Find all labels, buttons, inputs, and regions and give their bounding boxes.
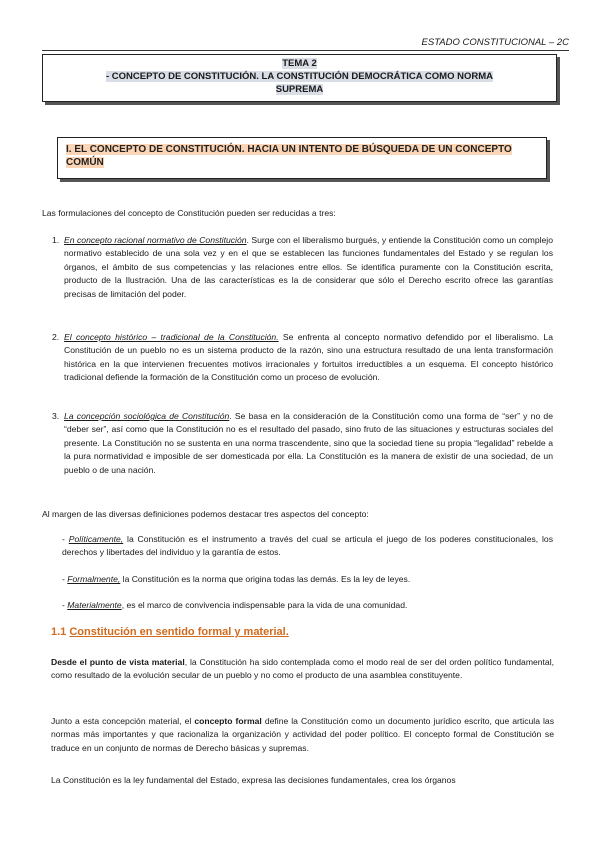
aspect-title: Políticamente,	[68, 534, 124, 544]
aspects-intro: Al margen de las diversas definiciones podemos destacar tres aspectos del concepto:	[42, 509, 369, 519]
header-rule	[42, 50, 569, 51]
subsection-heading	[51, 626, 289, 638]
subsection-title: Constitución en sentido formal y material.	[69, 626, 289, 638]
formal-paragraph: Junto a esta concepción material, el concepto formal define la Constitución como un documento jurídico escrito, que articula las normas más importantes y que racionaliza la organización y actividad del poder político. El concepto formal de Constitución se traduce en un conjunto de normas de Derecho básicas y supremas.	[51, 716, 554, 753]
material-paragraph: Desde el punto de vista material, la Constitución ha sido contemplada como el modo real de ser del orden político fundamental, como resultado de la evolución secular de un pueblo y no como el producto de una asamblea constituyente.	[51, 657, 554, 681]
intro-paragraph: Las formulaciones del concepto de Constitución pueden ser reducidas a tres:	[42, 208, 336, 218]
concept-title: La concepción sociológica de Constitución	[64, 411, 230, 421]
topic-number: TEMA 2	[282, 58, 317, 69]
aspect-item: - Políticamente, la Constitución es el instrumento a través del cual se articula el juego de los poderes constitucionales, los derechos y libertades del individuo y la garantía de estos.	[62, 534, 554, 558]
concept-number: 2.	[52, 332, 60, 342]
topic-title-line2: SUPREMA	[275, 84, 324, 95]
concept-title: En concepto racional normativo de Constitución	[64, 235, 247, 245]
subsection-number: 1.1	[51, 626, 70, 638]
section-heading-line2: COMÚN	[66, 157, 104, 168]
concept-text: . Surge con el liberalismo burgués, y entiende la Constitución como un complejo normativo establecido de una sola vez y en el que se establecen las funciones fundamentales del Estado y se regulan los órganos, el ámbito de sus competencias y las relaciones entre ellos. Se identifica puramente con la Constitución escrita, producto de la Ilustración. Una de las características es la de considerar que sólo el Derecho escrito ofrece las garantías precisas de limitación del poder.	[64, 235, 553, 299]
running-header: ESTADO CONSTITUCIONAL – 2C	[421, 37, 569, 48]
section-heading-box	[57, 137, 547, 179]
section-heading-line1: I. EL CONCEPTO DE CONSTITUCIÓN. HACIA UN INTENTO DE BÚSQUEDA DE UN CONCEPTO	[66, 144, 512, 155]
concept-number: 1.	[52, 235, 60, 245]
aspect-title: Formalmente,	[67, 574, 121, 584]
topic-title-line1: - CONCEPTO DE CONSTITUCIÓN. LA CONSTITUCIÓN DEMOCRÁTICA COMO NORMA	[105, 71, 494, 82]
concept-item	[52, 331, 553, 385]
topic-title-box	[42, 54, 557, 102]
fundamental-law-paragraph: La Constitución es la ley fundamental del Estado, expresa las decisiones fundamentales, crea los órganos	[51, 775, 456, 785]
concept-title: El concepto histórico – tradicional de la Constitución.	[64, 332, 279, 342]
aspect-item: - Materialmente, es el marco de convivencia indispensable para la vida de una comunidad.	[62, 600, 408, 610]
concept-text: . Se basa en la consideración de la Constitución como una forma de “ser” y no de “deber ser”, así como que la Constitución no es el resultado del pasado, sino fruto de las situaciones y estructuras sociales del presente. La Constitución no se sustenta en una norma trascendente, sino que la sociedad tiene su propia “legalidad” rebelde a la pura normatividad e imposible de ser domesticada por ella. La Constitución es la manera de existir de una sociedad, de un pueblo o de una nación.	[64, 411, 553, 475]
concept-item	[52, 234, 553, 301]
aspect-item: - Formalmente, la Constitución es la norma que origina todas las demás. Es la ley de leyes.	[62, 574, 411, 584]
aspect-title: Materialmente	[67, 600, 122, 610]
concept-number: 3.	[52, 411, 60, 421]
concept-text: Se enfrenta al concepto normativo defendido por el liberalismo. La Constitución de un pueblo no es un sistema producto de la razón, sino una estructura resultado de una lenta transformación histórica en la que intervienen frecuentes motivos irracionales y fortuitos irreductibles a un esquema. El concepto histórico tradicional defiende la formación de la Constitución como un proceso de evolución.	[64, 332, 553, 383]
concept-item	[52, 410, 553, 477]
